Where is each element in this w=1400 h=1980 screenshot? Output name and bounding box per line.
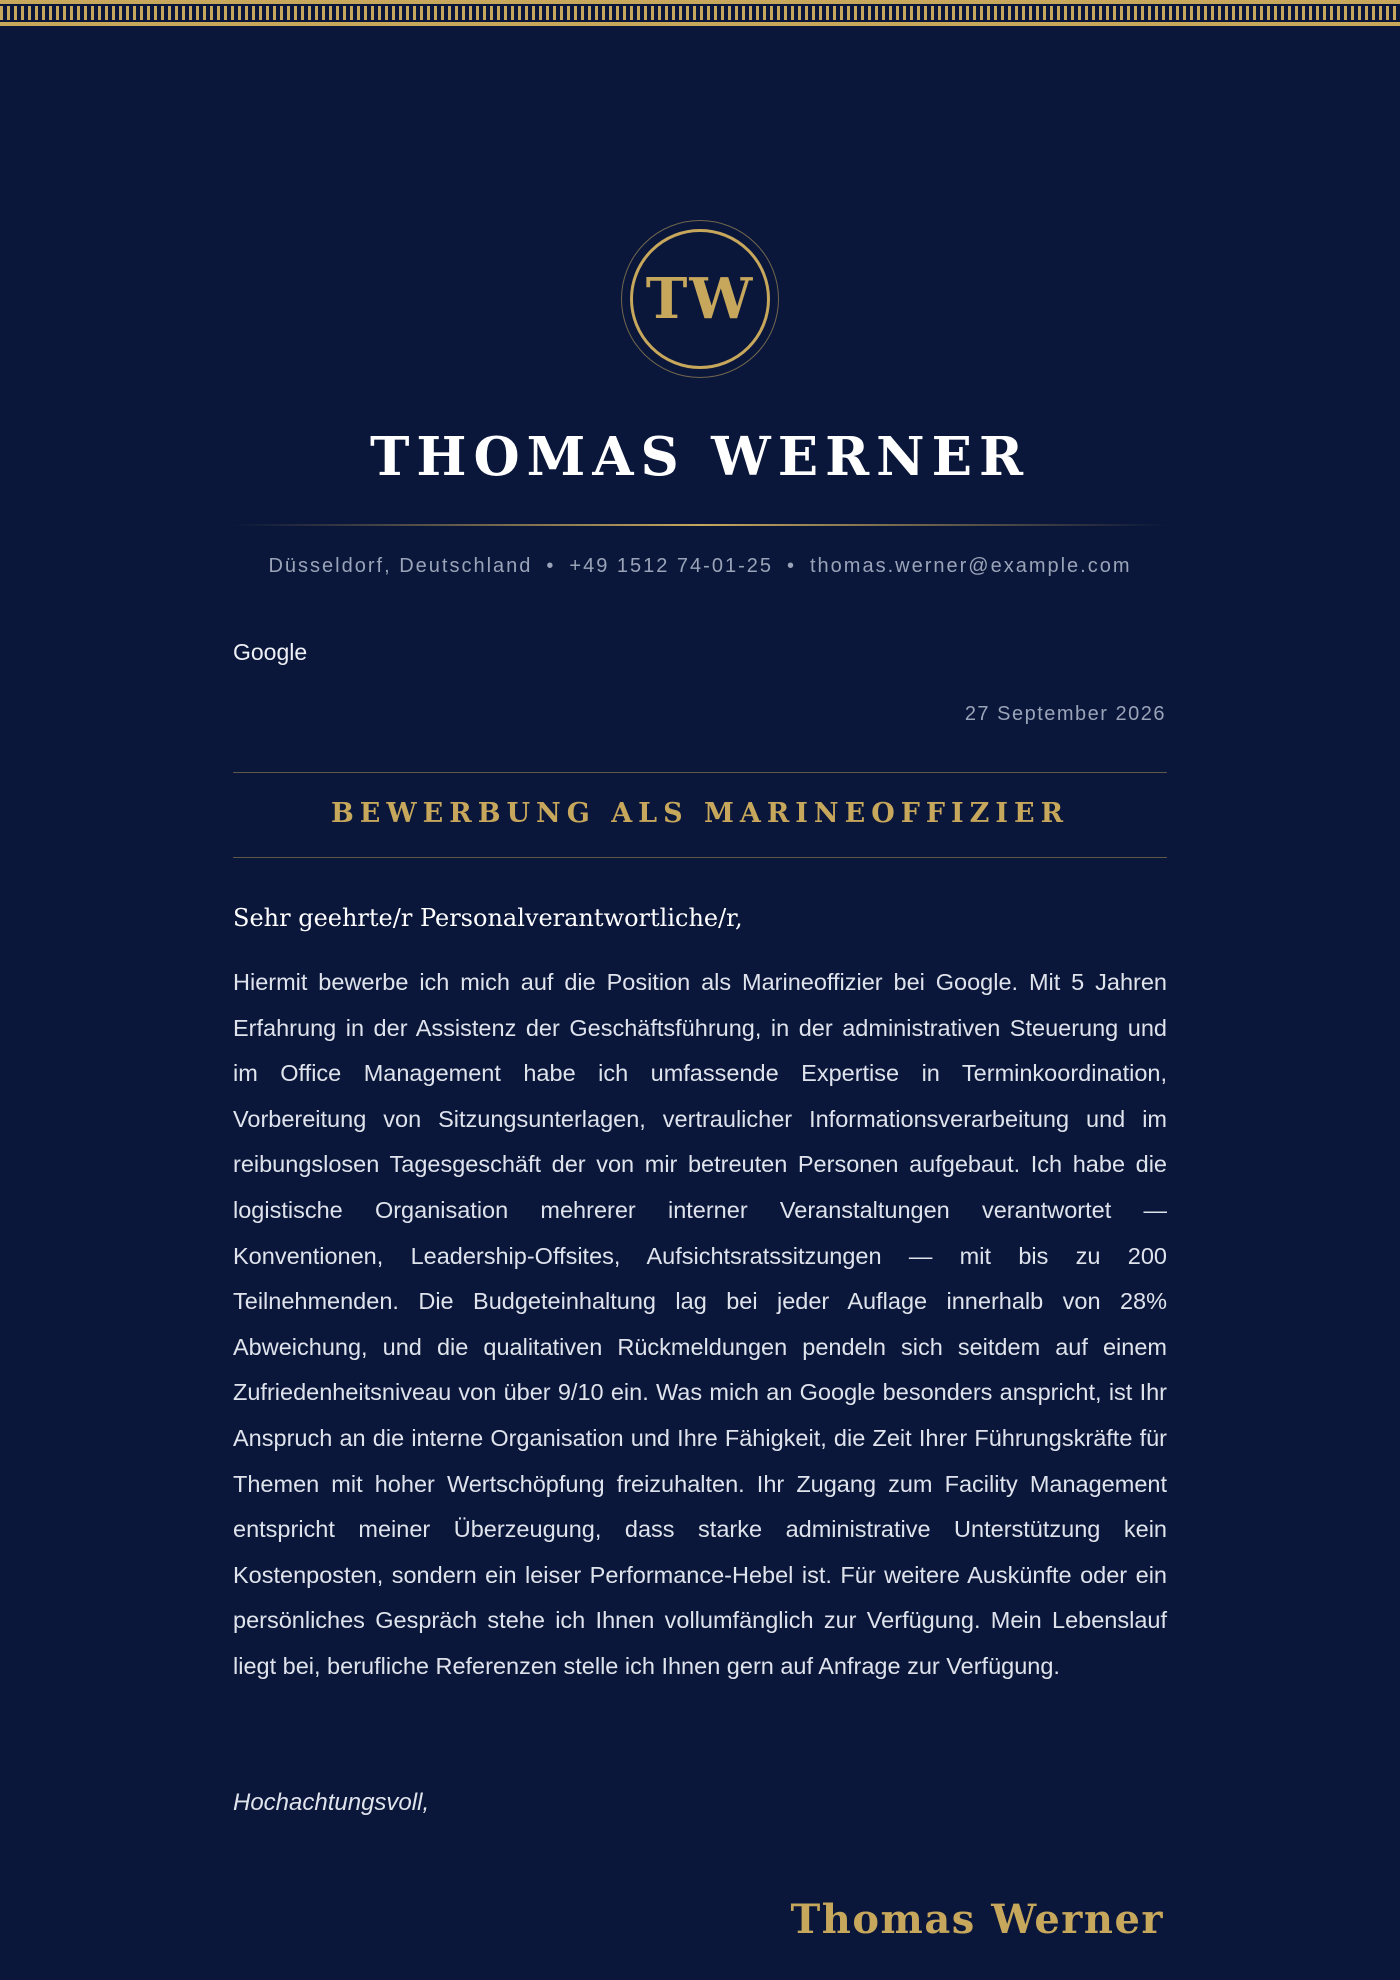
contact-separator: • (546, 555, 556, 577)
monogram-inner-ring (630, 229, 770, 369)
monogram-initials: TW (645, 266, 755, 332)
contact-email: thomas.werner@example.com (810, 555, 1132, 577)
letter-subject: BEWERBUNG ALS MARINEOFFIZIER (330, 798, 1070, 829)
signature-name: Thomas Werner (790, 1896, 1164, 1943)
contact-location: Düsseldorf, Deutschland (268, 555, 533, 577)
contact-phone: +49 1512 74-01-25 (569, 555, 773, 577)
monogram-seal (621, 220, 779, 378)
applicant-name: THOMAS WERNER (369, 426, 1031, 488)
decorative-top-border (0, 0, 1400, 30)
subject-top-rule (233, 772, 1167, 773)
contact-line (0, 552, 1400, 580)
contact-separator: • (786, 555, 796, 577)
header-divider (233, 524, 1167, 526)
subject-bottom-rule (233, 857, 1167, 858)
letter-body: Hiermit bewerbe ich mich auf die Position als Marineoffizier bei Google. Mit 5 Jahren Erfahrung in der Assistenz der Geschäftsführung, in der administrativen Steuerung und im Office Management habe ich umfassende Expertise in Terminkoordination, Vorbereitung von Sitzungsunterlagen, vertraulicher Informationsverarbeitung und im reibungslosen Tagesgeschäft der von mir betreuten Personen aufgebaut. Ich habe die logistische Organisation mehrerer interner Veranstaltungen verantwortet — Konventionen, Leadership-Offsites, Aufsichtsratssitzungen — mit bis zu 200 Teilnehmenden. Die Budgeteinhaltung lag bei jeder Auflage innerhalb von 28% Abweichung, und die qualitativen Rückmeldungen pendeln sich seitdem auf einem Zufriedenheitsniveau von über 9/10 ein. Was mich an Google besonders anspricht, ist Ihr Anspruch an die interne Organisation und Ihre Fähigkeit, die Zeit Ihrer Führungskräfte für Themen mit hoher Wertschöpfung freizuhalten. Ihr Zugang zum Facility Management entspricht meiner Überzeugung, dass starke administrative Unterstützung kein Kostenposten, sondern ein leiser Performance-Hebel ist. Für weitere Auskünfte oder ein persönliches Gespräch stehe ich Ihnen vollumfänglich zur Verfügung. Mein Lebenslauf liegt bei, berufliche Referenzen stelle ich Ihnen gern auf Anfrage zur Verfügung. (233, 969, 1167, 1679)
closing-phrase: Hochachtungsvoll, (233, 1789, 430, 1816)
letter-date: 27 September 2026 (964, 703, 1166, 725)
salutation: Sehr geehrte/r Personalverantwortliche/r, (233, 904, 743, 932)
recipient-company: Google (233, 639, 308, 665)
